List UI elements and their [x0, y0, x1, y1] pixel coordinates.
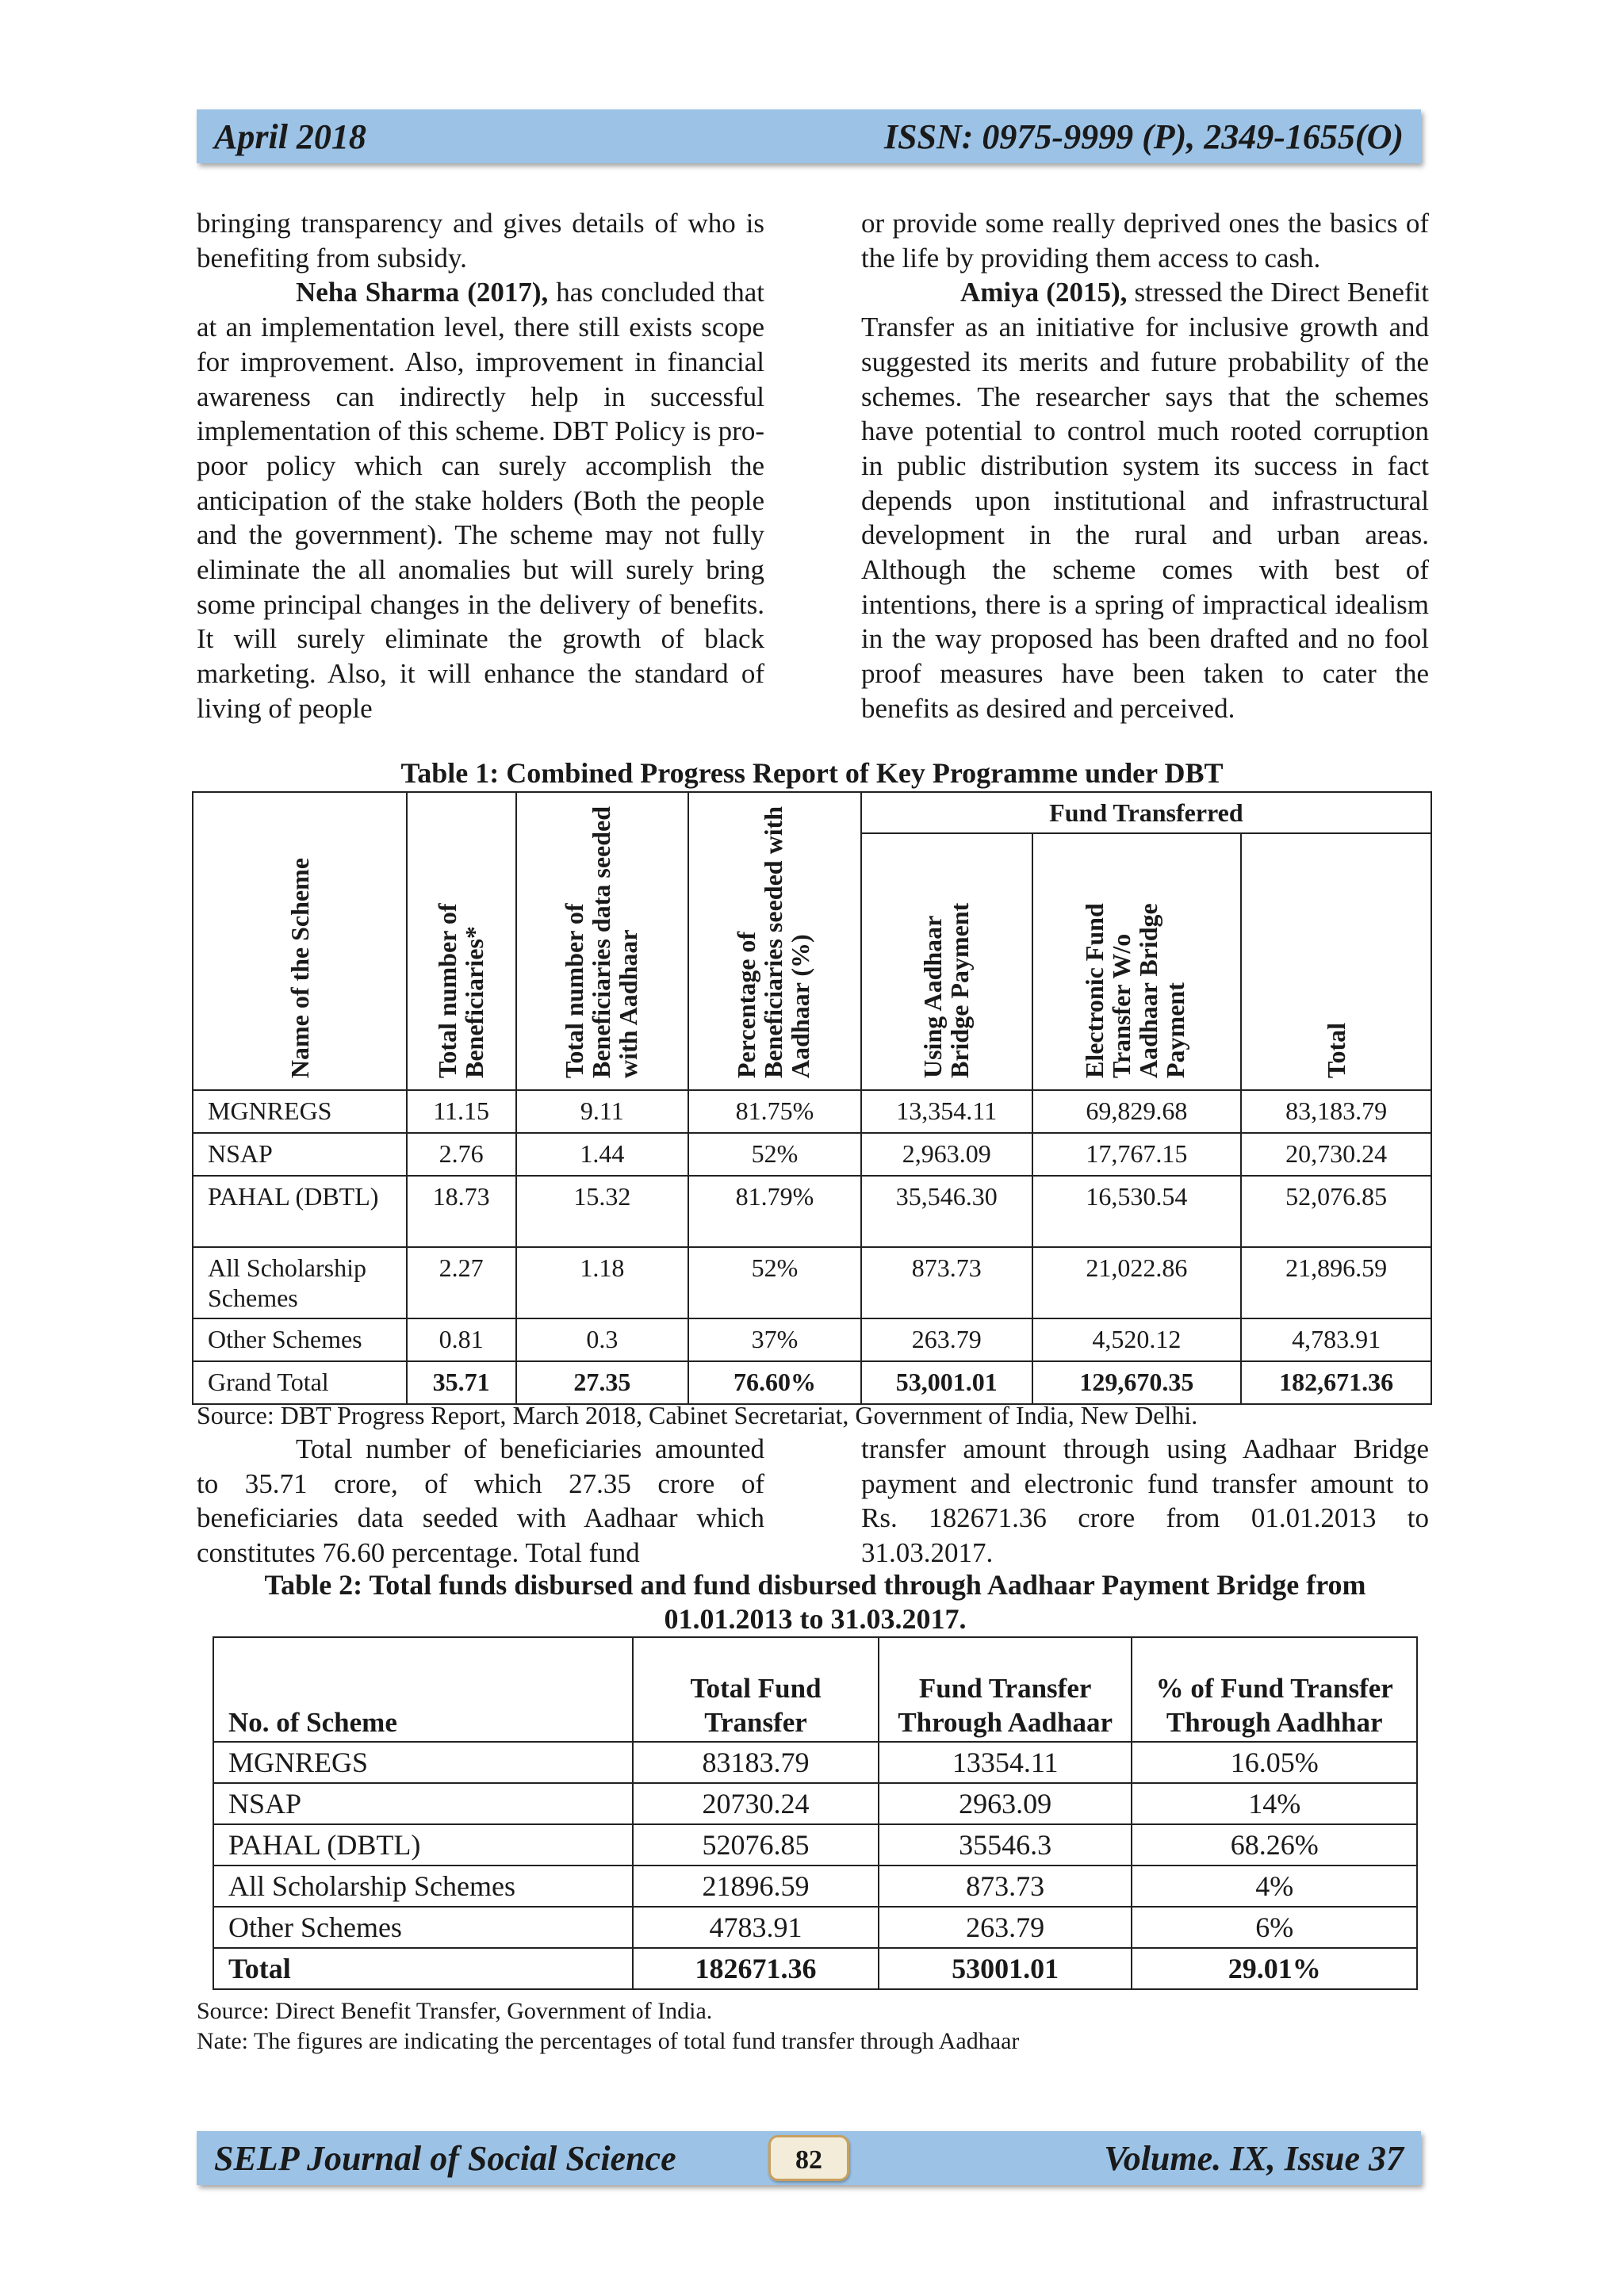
table-row: Other Schemes 4783.91 263.79 6%: [213, 1907, 1417, 1948]
table-row: PAHAL (DBTL) 18.73 15.32 81.79% 35,546.30 16,530.54 52,076.85: [193, 1176, 1431, 1247]
table2-title: Table 2: Total funds disbursed and fund disbursed through Aadhaar Payment Bridge from 01.01.2013 to 31.03.2017.: [264, 1569, 1366, 1635]
col-header-abp: Using Aadhaar Bridge Payment: [861, 833, 1032, 1090]
table-row: MGNREGS 11.15 9.11 81.75% 13,354.11 69,829.68 83,183.79: [193, 1090, 1431, 1133]
col-header: Fund Transfer Through Aadhaar: [879, 1637, 1132, 1742]
col-header: No. of Scheme: [213, 1637, 633, 1742]
table2-header: [213, 1637, 1417, 1742]
table1: [192, 791, 1432, 1405]
table-row: All Scholarship Schemes 2.27 1.18 52% 873.73 21,022.86 21,896.59: [193, 1247, 1431, 1318]
journal-name: SELP Journal of Social Science: [214, 2138, 676, 2178]
page-number: 82: [768, 2135, 849, 2181]
column-left: [197, 206, 764, 726]
col-header-fund-transferred: Fund Transferred: [861, 792, 1431, 833]
col-header-seeded: Total number of Beneficiaries data seeded with Aadhaar: [516, 792, 689, 1090]
table1-title: Table 1: Combined Progress Report of Key Programme under DBT: [400, 757, 1224, 789]
issue-date: April 2018: [214, 117, 366, 156]
col-header-percentage: Percentage of Beneficiaries seeded with Aadhaar (%): [688, 792, 861, 1090]
mid-column-right: [861, 1432, 1429, 1571]
paragraph-text: stressed the Direct Benefit Transfer as an initiative for inclusive growth and suggested its merits and future probability of the schemes. The researcher says that the schemes have potential to control much rooted corruption in public distribution system its success in fact depends upon institutional and infrastructural development in the rural and urban areas. Although the scheme comes with best of intentions, there is a spring of impractical idealism in the way proposed has been drafted and no fool proof measures have been taken to cater the benefits as desired and perceived.: [861, 277, 1429, 724]
paragraph: or provide some really deprived ones the basics of the life by providing them access to cash.: [861, 208, 1429, 274]
col-header: Total Fund Transfer: [633, 1637, 879, 1742]
paragraph: transfer amount through using Aadhaar Bridge payment and electronic fund transfer amount to Rs. 182671.36 crore from 01.01.2013 to 31.03.2017.: [861, 1433, 1429, 1569]
table2: [213, 1636, 1418, 1990]
page-header: [197, 109, 1421, 163]
mid-column-left: [197, 1432, 764, 1571]
table-row-total: Total 182671.36 53001.01 29.01%: [213, 1948, 1417, 1989]
author-citation: Amiya (2015),: [960, 277, 1128, 308]
table2-note: Nate: The figures are indicating the percentages of total fund transfer through Aadhaar: [197, 2028, 1020, 2054]
table1-source: Source: DBT Progress Report, March 2018, Cabinet Secretariat, Government of India, New Delhi.: [197, 1401, 1198, 1429]
col-header-eft: Electronic Fund Transfer W/o Aadhaar Bridge Payment: [1032, 833, 1242, 1090]
table-row: NSAP 20730.24 2963.09 14%: [213, 1783, 1417, 1824]
table-row: NSAP 2.76 1.44 52% 2,963.09 17,767.15 20,730.24: [193, 1133, 1431, 1176]
paragraph-text: has concluded that at an implementation level, there still exists scope for improvement. Also, improvement in financial awareness can indirectly help in successful implementation of this scheme. DBT Policy is pro-poor policy which can surely accomplish the anticipation of the stake holders (Both the people and the government). The scheme may not fully eliminate the all anomalies but will surely bring some principal changes in the delivery of benefits. It will surely eliminate the growth of black marketing. Also, it will enhance the standard of living of people: [197, 277, 765, 724]
col-header-beneficiaries: Total number of Beneficiaries*: [407, 792, 516, 1090]
paragraph: [197, 275, 764, 725]
column-right: [861, 206, 1429, 726]
issn: ISSN: 0975-9999 (P), 2349-1655(O): [883, 117, 1404, 156]
col-header: % of Fund Transfer Through Aadhhar: [1132, 1637, 1417, 1742]
table2-source: Source: Direct Benefit Transfer, Government of India.: [197, 1998, 713, 2024]
author-citation: Neha Sharma (2017),: [296, 277, 549, 308]
paragraph: [861, 275, 1429, 725]
table-row: PAHAL (DBTL) 52076.85 35546.3 68.26%: [213, 1824, 1417, 1866]
col-header-total: Total: [1241, 833, 1431, 1090]
paragraph: bringing transparency and gives details of who is benefiting from subsidy.: [197, 208, 764, 274]
paragraph: Total number of beneficiaries amounted to 35.71 crore, of which 27.35 crore of beneficiaries data seeded with Aadhaar which constitutes 76.60 percentage. Total fund: [197, 1433, 764, 1569]
col-header-scheme: Name of the Scheme: [193, 792, 407, 1090]
table-row: All Scholarship Schemes 21896.59 873.73 4%: [213, 1866, 1417, 1907]
table-row: MGNREGS 83183.79 13354.11 16.05%: [213, 1742, 1417, 1783]
volume-issue: Volume. IX, Issue 37: [1104, 2138, 1404, 2178]
table-row: Other Schemes 0.81 0.3 37% 263.79 4,520.12 4,783.91: [193, 1318, 1431, 1361]
page-footer: [197, 2131, 1421, 2185]
table-row-grand-total: Grand Total 35.71 27.35 76.60% 53,001.01 129,670.35 182,671.36: [193, 1361, 1431, 1404]
